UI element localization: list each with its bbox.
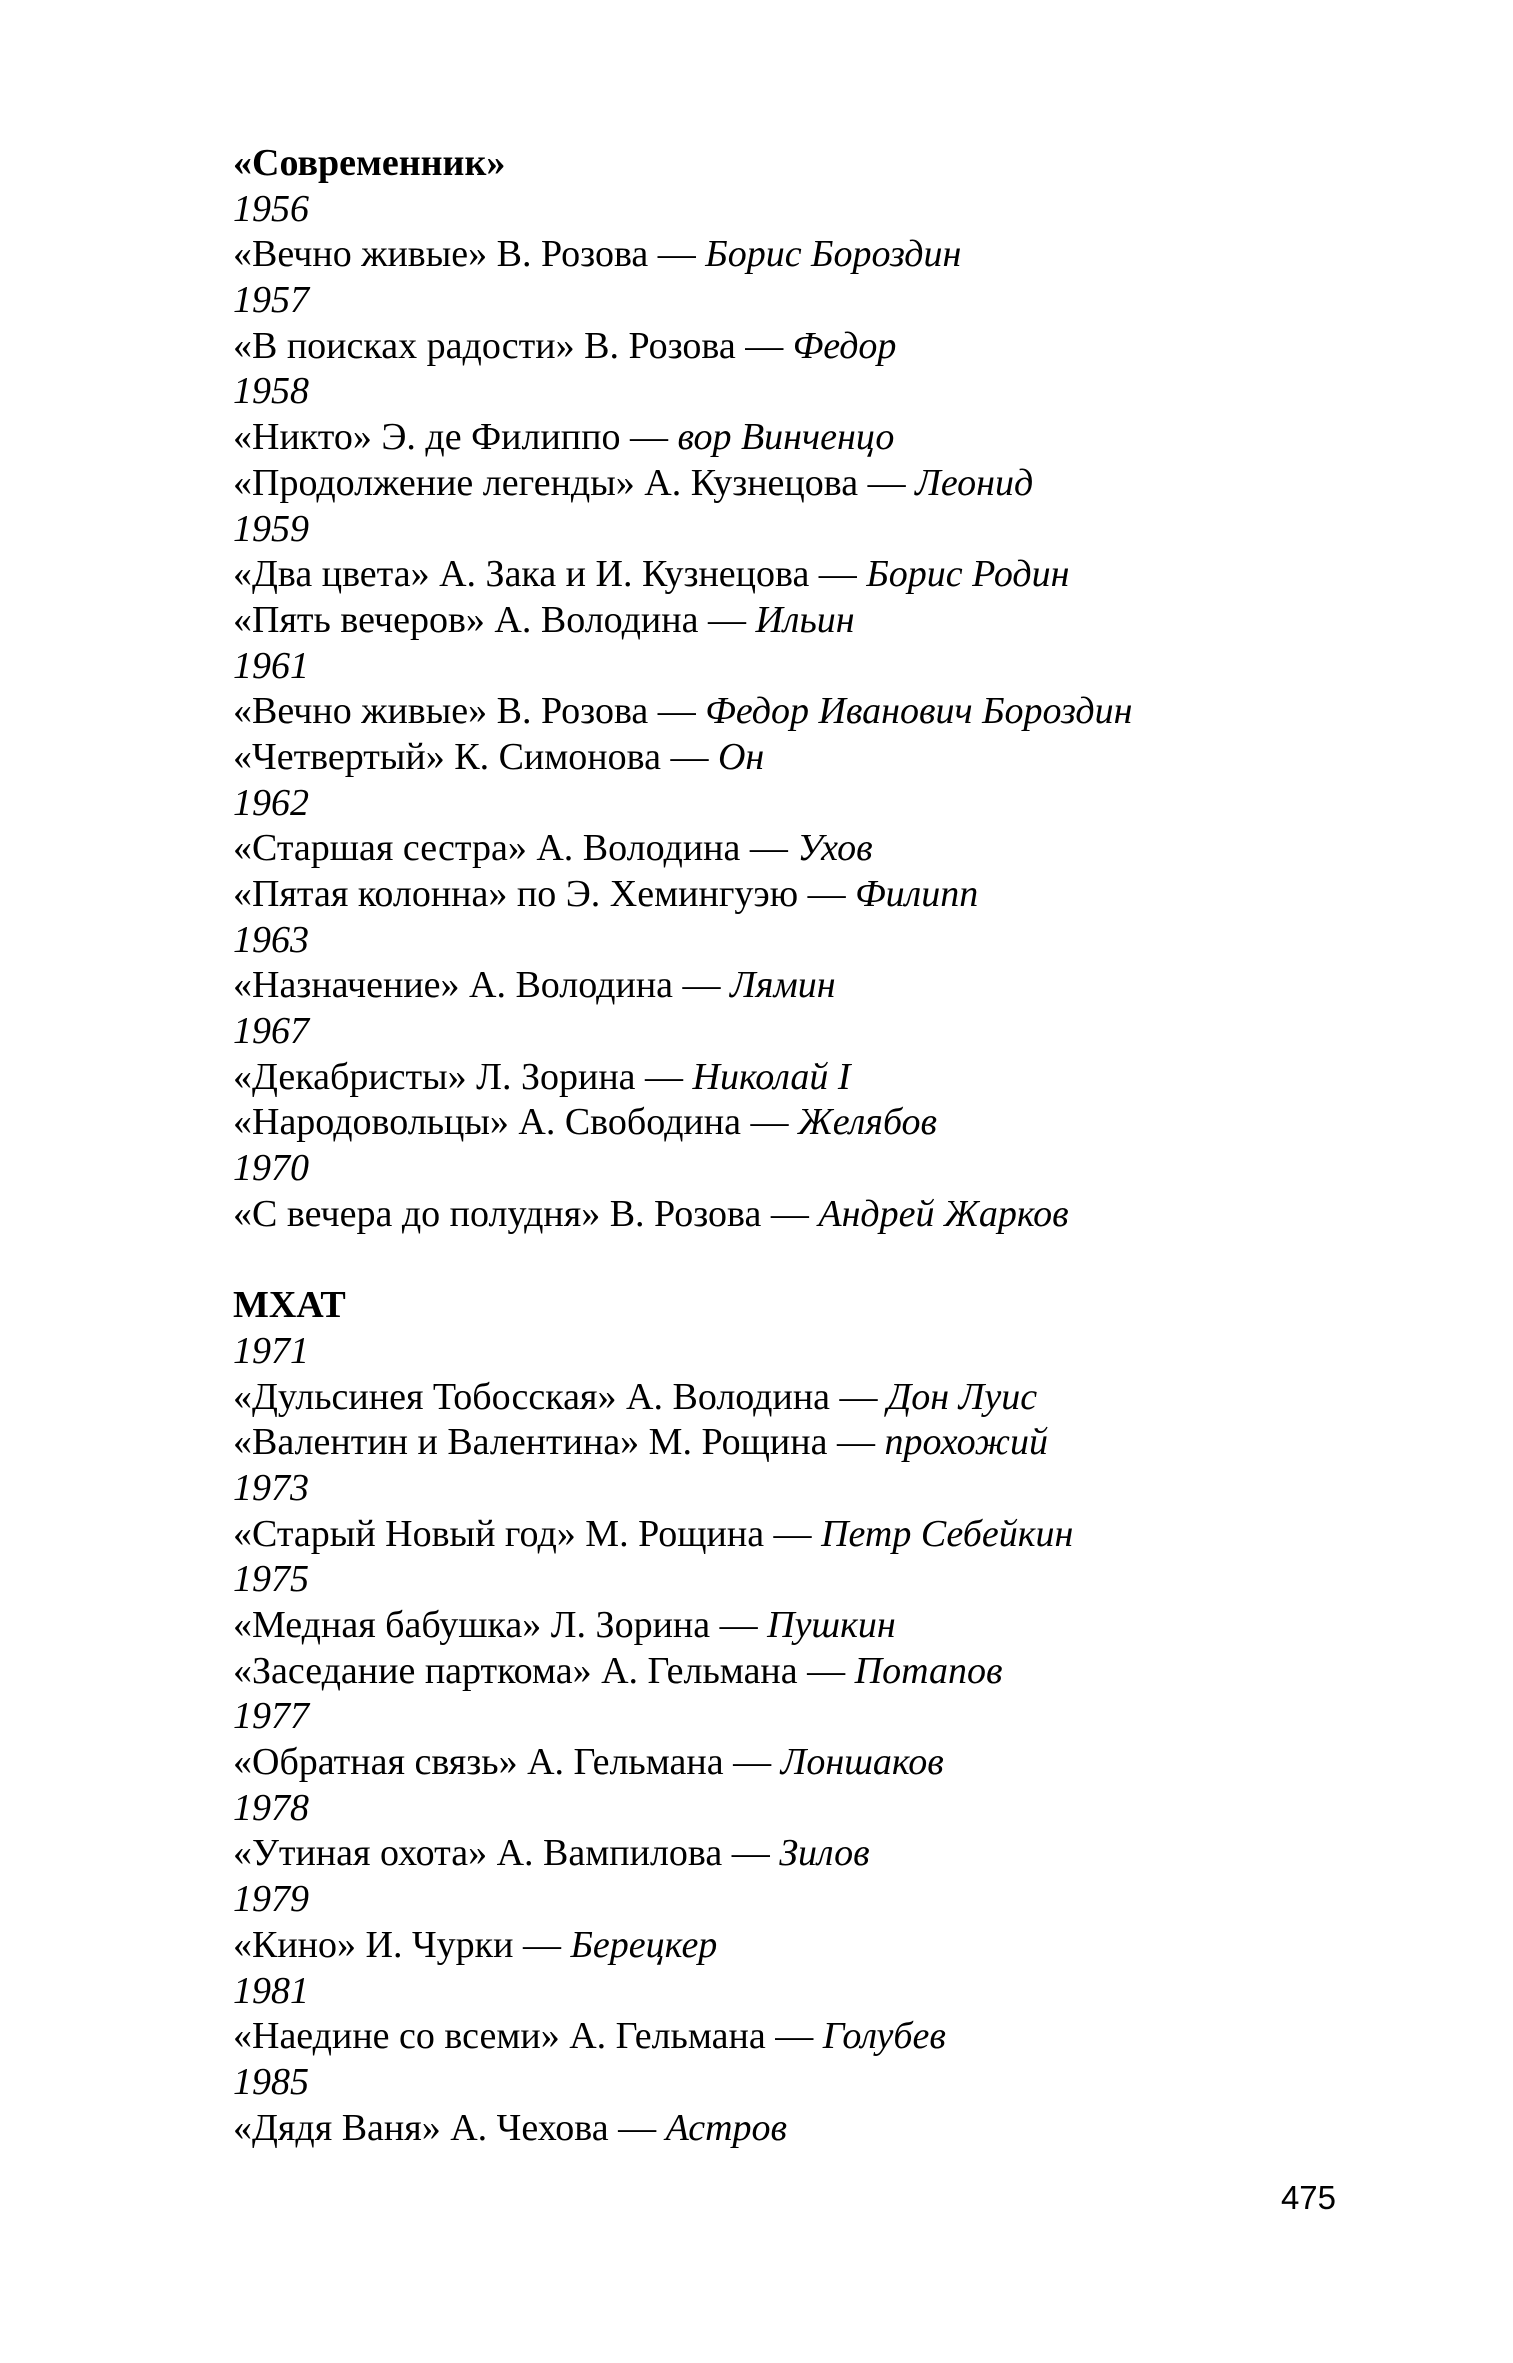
year-label: 1971 — [233, 1329, 309, 1372]
role-name: Лямин — [730, 964, 836, 1007]
role-name: Федор Иванович Бороздин — [705, 690, 1133, 733]
section-heading: МХАТ — [233, 1284, 346, 1327]
page-number: 475 — [1280, 2179, 1336, 2216]
work-text: «Пять вечеров» А. Володина — — [233, 598, 756, 641]
role-name: Он — [717, 735, 765, 778]
work-text: «Вечно живые» В. Розова — — [233, 690, 706, 733]
role-name: Голубев — [822, 2015, 946, 2058]
work-text: «Заседание парткома» А. Гельмана — — [233, 1649, 855, 1692]
role-name: Берецкер — [570, 1923, 718, 1966]
work-text: «Медная бабушка» Л. Зорина — — [233, 1604, 768, 1646]
work-text: «Валентин и Валентина» М. Рощина — — [233, 1421, 885, 1464]
work-text: «Обратная связь» А. Гельмана — — [233, 1741, 781, 1784]
role-name: Федор — [792, 324, 897, 367]
role-name: Пушкин — [767, 1604, 896, 1646]
work-text: «С вечера до полудня» В. Розова — — [233, 1192, 819, 1235]
role-entry — [233, 1055, 1373, 1101]
role-name: Андрей Жарков — [818, 1192, 1069, 1235]
work-text: «Старый Новый год» М. Рощина — — [233, 1512, 822, 1555]
role-entry — [233, 963, 1373, 1009]
section-sovremennik — [233, 141, 1373, 1238]
role-name: прохожий — [884, 1421, 1049, 1464]
role-entry — [233, 415, 1373, 461]
role-name: Ильин — [755, 598, 855, 641]
role-entry — [233, 461, 1373, 507]
work-text: «Пятая колонна» по Э. Хемингуэю — — [233, 873, 856, 915]
work-text: «Кино» И. Чурки — — [233, 1923, 571, 1966]
role-entry — [233, 1740, 1373, 1786]
role-entry — [233, 1603, 1373, 1649]
role-name: Леонид — [915, 461, 1034, 504]
role-entry — [233, 598, 1373, 644]
section-gap — [233, 1238, 1373, 1284]
year-label: 1967 — [233, 1010, 309, 1053]
page-content — [233, 141, 1373, 2151]
work-text: «Продолжение легенды» А. Кузнецова — — [233, 461, 916, 504]
year-label: 1977 — [233, 1695, 309, 1738]
year-label: 1959 — [233, 507, 309, 550]
role-name: Ухов — [797, 827, 873, 870]
role-name: Николай I — [692, 1055, 851, 1098]
role-name: Астров — [665, 2106, 788, 2149]
role-name: Борис Бороздин — [705, 233, 962, 276]
year-label: 1962 — [233, 781, 309, 824]
year-label: 1957 — [233, 279, 309, 322]
role-entry — [233, 1923, 1373, 1969]
year-label: 1978 — [233, 1786, 309, 1829]
role-entry — [233, 872, 1373, 918]
role-name: Дон Луис — [887, 1375, 1038, 1418]
year-label: 1956 — [233, 187, 309, 230]
role-name: Потапов — [854, 1649, 1003, 1692]
role-name: Петр Себейкин — [821, 1512, 1074, 1555]
role-entry — [233, 735, 1373, 781]
role-name: Филипп — [855, 873, 979, 915]
role-entry — [233, 1375, 1373, 1421]
year-label: 1985 — [233, 2060, 309, 2103]
role-name: Лоншаков — [780, 1741, 944, 1784]
role-entry — [233, 689, 1373, 735]
role-entry — [233, 324, 1373, 370]
year-label: 1958 — [233, 370, 309, 413]
year-label: 1973 — [233, 1466, 309, 1509]
role-entry — [233, 2106, 1373, 2152]
role-name: вор Винченцо — [677, 416, 895, 459]
work-text: «Два цвета» А. Зака и И. Кузнецова — — [233, 553, 867, 596]
role-name: Зилов — [779, 1832, 870, 1875]
role-entry — [233, 1100, 1373, 1146]
role-entry — [233, 1512, 1373, 1558]
role-name: Желябов — [797, 1101, 938, 1144]
work-text: «Наедине со всеми» А. Гельмана — — [233, 2015, 823, 2058]
role-entry — [233, 1420, 1373, 1466]
role-entry — [233, 1192, 1373, 1238]
role-entry — [233, 826, 1373, 872]
work-text: «Дядя Ваня» А. Чехова — — [233, 2106, 666, 2149]
year-label: 1979 — [233, 1878, 309, 1921]
year-label: 1961 — [233, 644, 309, 687]
year-label: 1963 — [233, 918, 309, 961]
role-entry — [233, 2014, 1373, 2060]
work-text: «Народовольцы» А. Свободина — — [233, 1101, 798, 1144]
work-text: «Вечно живые» В. Розова — — [233, 233, 706, 276]
work-text: «Утиная охота» А. Вампилова — — [233, 1832, 780, 1875]
work-text: «Старшая сестра» А. Володина — — [233, 827, 798, 870]
role-entry — [233, 232, 1373, 278]
year-label: 1981 — [233, 1969, 309, 2012]
role-entry — [233, 552, 1373, 598]
work-text: «Декабристы» Л. Зорина — — [233, 1055, 693, 1098]
work-text: «Никто» Э. де Филиппо — — [233, 416, 678, 459]
work-text: «Дульсинея Тобосская» А. Володина — — [233, 1375, 888, 1418]
role-name: Борис Родин — [866, 553, 1070, 596]
work-text: «Назначение» А. Володина — — [233, 964, 731, 1007]
work-text: «В поисках радости» В. Розова — — [233, 324, 793, 367]
year-label: 1975 — [233, 1558, 309, 1601]
work-text: «Четвертый» К. Симонова — — [233, 735, 718, 778]
role-entry — [233, 1831, 1373, 1877]
section-mkhat — [233, 1283, 1373, 2151]
year-label: 1970 — [233, 1147, 309, 1190]
role-entry — [233, 1649, 1373, 1695]
section-heading: «Современник» — [233, 142, 506, 184]
